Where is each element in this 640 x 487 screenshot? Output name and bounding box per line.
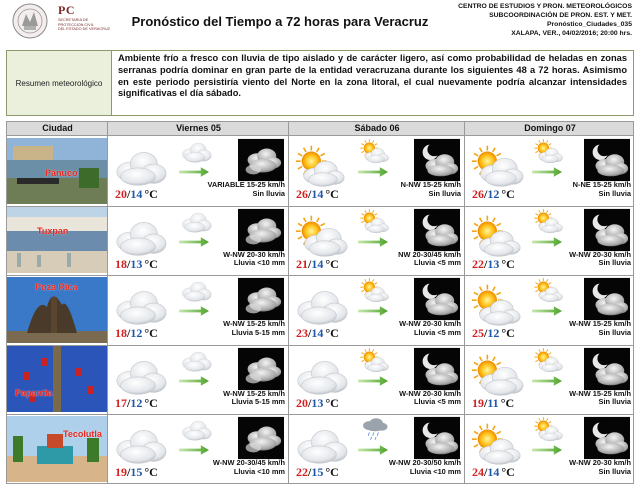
temp-separator: / [127, 465, 131, 479]
temp-separator: / [484, 256, 488, 271]
wind-rain [573, 181, 631, 198]
max-temp: 23 [296, 326, 308, 340]
temperature [296, 326, 339, 341]
wind-text: W-NW 20-30 km/h [569, 249, 631, 259]
cloud-icon [111, 283, 169, 332]
column-divider [288, 121, 289, 484]
city-name: Papantla [15, 388, 53, 398]
city-name: Pánuco [45, 167, 78, 178]
temp-unit: °C [325, 187, 339, 201]
min-temp: 12 [487, 187, 500, 201]
column-header-city: Ciudad [42, 123, 73, 133]
rain-text: Lluvia 5-15 mm [231, 397, 285, 407]
min-temp: 13 [487, 256, 500, 271]
min-temp: 12 [130, 326, 143, 340]
forecast-cell [464, 136, 634, 205]
max-temp: 25 [472, 326, 484, 340]
summary-box [6, 50, 634, 116]
temp-unit: °C [144, 256, 158, 271]
wind-text: W-NW 15-25 km/h [223, 388, 285, 398]
min-temp: 11 [487, 395, 499, 410]
center-line: XALAPA, VER., 04/02/2016; 20:00 hrs. [511, 30, 632, 37]
arrow-right-icon [358, 234, 388, 252]
wind-text: W-NW 20-30/45 km/h [212, 458, 285, 467]
agency-line: PROTECCION CIVIL [58, 22, 94, 27]
agency-block [58, 3, 118, 32]
temp-separator: / [127, 326, 131, 340]
wind-text: W-NW 20-30/50 km/h [388, 458, 461, 467]
forecast-cell [464, 206, 634, 275]
column-header-day: Viernes 05 [176, 123, 221, 133]
center-info [432, 2, 632, 38]
city-photo-image [7, 416, 107, 482]
city-photo [7, 416, 107, 482]
temp-unit: °C [144, 465, 158, 479]
temperature [115, 396, 158, 411]
temp-unit: °C [325, 326, 339, 340]
column-divider [107, 121, 108, 484]
wind-rain [213, 459, 285, 476]
temp-unit: °C [325, 256, 339, 271]
wind-rain [399, 320, 461, 337]
min-temp: 14 [311, 326, 324, 340]
min-temp: 14 [487, 465, 500, 479]
max-temp: 26 [296, 187, 308, 201]
max-temp: 22 [296, 465, 308, 479]
arrow-right-icon [358, 303, 388, 321]
wind-rain [399, 390, 461, 407]
forecast-cell [107, 414, 288, 483]
column-divider [633, 121, 634, 484]
agency-short: PC [58, 3, 75, 17]
wind-text: W-NW 15-25 km/h [569, 319, 631, 328]
min-temp: 15 [311, 465, 324, 479]
temp-separator: / [484, 326, 488, 340]
forecast-cell [288, 345, 464, 414]
temperature [296, 396, 339, 411]
temp-separator: / [308, 256, 312, 271]
rain-text: Lluvia 5-15 mm [231, 327, 285, 337]
min-temp: 14 [311, 187, 324, 201]
wind-rain [223, 320, 285, 337]
temp-separator: / [484, 187, 488, 201]
min-temp: 12 [487, 326, 500, 340]
temp-unit: °C [501, 326, 515, 340]
arrow-right-icon [179, 234, 209, 252]
forecast-cell [288, 275, 464, 344]
wind-rain [569, 320, 631, 337]
rain-text: Sin lluvia [598, 466, 631, 476]
column-header-day: Domingo 07 [524, 123, 576, 133]
city-name: Tuxpan [37, 226, 69, 236]
cloud-icon [292, 422, 350, 471]
partly-sunny-icon [468, 422, 526, 471]
rain-text: Sin lluvia [598, 188, 631, 198]
center-line: CENTRO DE ESTUDIOS Y PRON. METEOROLÓGICOS [458, 3, 632, 10]
partly-sunny-icon [468, 214, 526, 263]
arrow-right-icon [179, 442, 209, 460]
min-temp: 14 [311, 256, 324, 271]
center-line: SUBCOORDINACIÓN DE PRON. EST. Y MET. [489, 12, 632, 19]
partly-sunny-icon [468, 144, 526, 193]
rain-text: Sin lluvia [428, 188, 461, 198]
temp-separator: / [484, 465, 488, 479]
arrow-right-icon [358, 164, 388, 182]
city-photo-image [7, 207, 107, 273]
cloud-icon [111, 353, 169, 402]
max-temp: 18 [115, 256, 127, 271]
wind-rain [223, 251, 285, 268]
min-temp: 13 [311, 395, 324, 410]
page-title: Pronóstico del Tiempo a 72 horas para Veracruz [131, 14, 429, 29]
agency-line: DEL ESTADO DE VERACRUZ [58, 27, 110, 31]
rain-text: Lluvia <5 mm [413, 397, 461, 407]
cloud-icon [292, 353, 350, 402]
temp-separator: / [308, 187, 312, 201]
forecast-cell [107, 345, 288, 414]
temp-unit: °C [144, 326, 158, 340]
rain-text: Sin lluvia [252, 188, 285, 198]
arrow-right-icon [358, 373, 388, 391]
column-divider [464, 121, 465, 484]
wind-text: N-NE 15-25 km/h [572, 180, 631, 189]
max-temp: 20 [296, 395, 308, 410]
wind-rain [208, 181, 286, 198]
arrow-right-icon [532, 303, 562, 321]
column-header-day: Sábado 06 [354, 123, 400, 133]
temperature [115, 326, 158, 341]
max-temp: 19 [472, 395, 484, 410]
temperature [296, 187, 339, 202]
min-temp: 15 [130, 465, 143, 479]
summary-label: Resumen meteorológico [7, 51, 112, 115]
city-photo [7, 346, 107, 412]
temp-unit: °C [500, 395, 515, 410]
city-photo [7, 138, 107, 204]
temp-separator: / [127, 256, 131, 271]
cloud-icon [111, 422, 169, 471]
forecast-cell [464, 345, 634, 414]
temp-unit: °C [501, 465, 515, 479]
wind-text: W-NW 20-30 km/h [569, 458, 631, 467]
veracruz-seal-logo [6, 2, 54, 40]
arrow-right-icon [532, 373, 562, 391]
wind-text: W-NW 15-25 km/h [223, 319, 285, 328]
city-photo-image [7, 346, 107, 412]
max-temp: 19 [115, 465, 127, 479]
partly-sunny-icon [468, 353, 526, 402]
header [0, 0, 640, 44]
temperature [296, 257, 339, 272]
rain-text: Sin lluvia [598, 327, 631, 337]
cloud-icon [292, 283, 350, 332]
partly-sunny-icon [292, 144, 350, 193]
wind-text: W-NW 20-30 km/h [223, 249, 285, 259]
arrow-right-icon [179, 303, 209, 321]
wind-text: VARIABLE 15-25 km/h [207, 180, 285, 189]
temp-separator: / [127, 187, 131, 201]
partly-sunny-icon [468, 283, 526, 332]
temperature [472, 257, 515, 272]
max-temp: 26 [472, 187, 484, 201]
temperature [296, 465, 339, 480]
wind-rain [569, 390, 631, 407]
cloud-icon [111, 144, 169, 193]
agency-line: SECRETARIA DE [58, 18, 89, 22]
rain-text: Lluvia <10 mm [409, 466, 461, 476]
partly-sunny-icon [292, 214, 350, 263]
rain-text: Lluvia <10 mm [233, 258, 285, 268]
temp-separator: / [308, 395, 312, 410]
arrow-right-icon [179, 164, 209, 182]
wind-rain [389, 459, 461, 476]
wind-text: W-NW 15-25 km/h [569, 388, 631, 398]
max-temp: 20 [115, 187, 127, 201]
wind-rain [569, 459, 631, 476]
summary-text: Ambiente frío a fresco con lluvia de tipo aislado y de carácter ligero, así como probabilidad de heladas en zonas serranas podría dominar en gran parte de la entidad veracruzana durante los siguientes 48 a 72 horas. Asimismo en este periodo persistiría viento del Norte en la zona litoral, el cual nuevamente podría alcanzar intensidades significativas el día sábado. [118, 53, 627, 99]
wind-text: NW 20-30/45 km/h [398, 249, 461, 259]
forecast-cell [107, 275, 288, 344]
temp-separator: / [308, 465, 312, 479]
temp-unit: °C [144, 187, 158, 201]
min-temp: 13 [130, 256, 143, 271]
wind-rain [569, 251, 631, 268]
temp-unit: °C [325, 465, 339, 479]
wind-rain [398, 251, 461, 268]
temperature [472, 465, 515, 480]
rain-text: Lluvia <10 mm [233, 466, 285, 476]
temp-unit: °C [325, 395, 339, 410]
temp-separator: / [484, 395, 488, 410]
city-name: Tecolutla [63, 428, 102, 439]
cloud-icon [111, 214, 169, 263]
table-bottom-border [6, 483, 634, 484]
wind-text: W-NW 20-30 km/h [399, 319, 461, 328]
wind-rain [401, 181, 461, 198]
temperature [472, 326, 515, 341]
arrow-right-icon [532, 442, 562, 460]
min-temp: 12 [130, 395, 143, 410]
arrow-right-icon [358, 442, 388, 460]
temp-unit: °C [501, 187, 515, 201]
max-temp: 24 [472, 465, 484, 479]
forecast-cell [464, 414, 634, 483]
temperature [115, 465, 158, 480]
temperature [115, 257, 158, 272]
max-temp: 22 [472, 256, 484, 271]
forecast-cell [107, 206, 288, 275]
max-temp: 18 [115, 326, 127, 340]
wind-text: W-NW 20-30 km/h [399, 388, 461, 398]
rain-text: Sin lluvia [598, 397, 631, 407]
forecast-table [6, 121, 634, 484]
forecast-cell [288, 206, 464, 275]
rain-text: Sin lluvia [598, 258, 631, 268]
temp-unit: °C [144, 395, 158, 410]
max-temp: 21 [296, 256, 308, 271]
arrow-right-icon [532, 234, 562, 252]
forecast-cell [288, 414, 464, 483]
wind-text: N-NW 15-25 km/h [400, 180, 461, 189]
temperature [472, 187, 515, 202]
forecast-cell [107, 136, 288, 205]
forecast-cell [464, 275, 634, 344]
city-name: Poza Rica [35, 281, 78, 292]
arrow-right-icon [179, 373, 209, 391]
table-header [6, 121, 634, 136]
temp-separator: / [308, 326, 312, 340]
temp-unit: °C [501, 256, 515, 271]
temperature [472, 396, 514, 411]
max-temp: 17 [115, 395, 127, 410]
temp-separator: / [127, 395, 131, 410]
arrow-right-icon [532, 164, 562, 182]
rain-text: Lluvia <5 mm [413, 327, 461, 337]
center-line: Pronóstico_Ciudades_035 [547, 21, 632, 28]
wind-rain [223, 390, 285, 407]
column-divider [6, 121, 7, 484]
forecast-cell [288, 136, 464, 205]
temperature [115, 187, 158, 202]
min-temp: 14 [130, 187, 143, 201]
city-photo [7, 207, 107, 273]
rain-text: Lluvia <5 mm [413, 258, 461, 268]
city-photo [7, 277, 107, 343]
